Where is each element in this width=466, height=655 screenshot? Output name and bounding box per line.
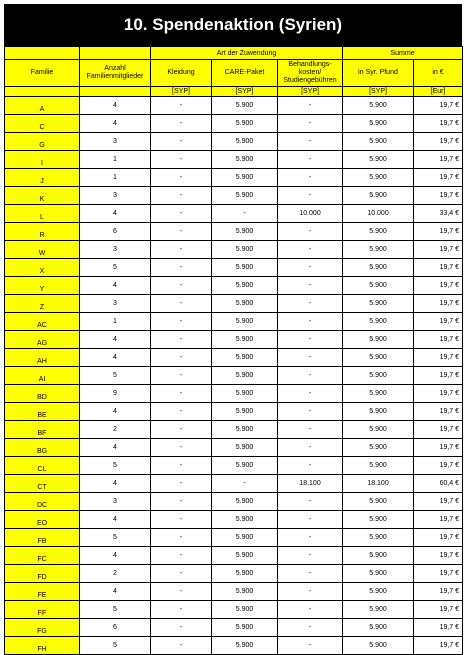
cell-kleidung: -	[151, 565, 212, 583]
cell-euro: 19,7 €	[414, 115, 463, 133]
table-row	[5, 457, 463, 475]
cell-euro: 19,7 €	[414, 169, 463, 187]
cell-kleidung: -	[151, 349, 212, 367]
table-row	[5, 367, 463, 385]
cell-kleidung: -	[151, 187, 212, 205]
cell-anzahl: 5	[80, 457, 151, 475]
cell-pfund: 5.900	[343, 403, 414, 421]
cell-anzahl: 5	[80, 367, 151, 385]
cell-familie: FG	[5, 619, 80, 637]
table-row	[5, 205, 463, 223]
table-row	[5, 619, 463, 637]
cell-behandlung: -	[278, 169, 343, 187]
cell-familie: A	[5, 97, 80, 115]
spreadsheet	[4, 4, 462, 655]
header-anzahl: Anzahl Familienmitglieder	[80, 60, 151, 87]
table-row	[5, 241, 463, 259]
cell-euro: 19,7 €	[414, 259, 463, 277]
cell-familie: CT	[5, 475, 80, 493]
cell-behandlung: -	[278, 331, 343, 349]
unit-euro: [Eur]	[414, 87, 463, 97]
cell-euro: 60,4 €	[414, 475, 463, 493]
cell-anzahl: 3	[80, 493, 151, 511]
cell-euro: 19,7 €	[414, 565, 463, 583]
cell-euro: 19,7 €	[414, 637, 463, 655]
cell-pfund: 5.900	[343, 241, 414, 259]
unit-empty-cell	[5, 87, 80, 97]
cell-kleidung: -	[151, 637, 212, 655]
cell-euro: 19,7 €	[414, 385, 463, 403]
cell-euro: 19,7 €	[414, 457, 463, 475]
cell-behandlung: -	[278, 277, 343, 295]
table-row	[5, 403, 463, 421]
page-title: 10. Spendenaktion (Syrien)	[4, 4, 462, 46]
cell-behandlung: -	[278, 547, 343, 565]
cell-euro: 19,7 €	[414, 529, 463, 547]
cell-familie: FE	[5, 583, 80, 601]
cell-pfund: 5.900	[343, 529, 414, 547]
cell-pfund: 5.900	[343, 349, 414, 367]
table-row	[5, 529, 463, 547]
cell-familie: AC	[5, 313, 80, 331]
cell-behandlung: -	[278, 385, 343, 403]
cell-familie: BD	[5, 385, 80, 403]
cell-pfund: 5.900	[343, 97, 414, 115]
cell-behandlung: -	[278, 367, 343, 385]
cell-euro: 19,7 €	[414, 403, 463, 421]
cell-care: 5.900	[212, 547, 278, 565]
cell-behandlung: -	[278, 313, 343, 331]
cell-care: 5.900	[212, 349, 278, 367]
cell-care: 5.900	[212, 493, 278, 511]
cell-kleidung: -	[151, 547, 212, 565]
cell-behandlung: -	[278, 223, 343, 241]
cell-euro: 19,7 €	[414, 223, 463, 241]
cell-familie: BF	[5, 421, 80, 439]
table-row	[5, 583, 463, 601]
cell-care: -	[212, 205, 278, 223]
cell-euro: 19,7 €	[414, 367, 463, 385]
cell-pfund: 5.900	[343, 313, 414, 331]
cell-pfund: 5.900	[343, 151, 414, 169]
cell-euro: 19,7 €	[414, 97, 463, 115]
cell-kleidung: -	[151, 619, 212, 637]
cell-familie: J	[5, 169, 80, 187]
cell-kleidung: -	[151, 475, 212, 493]
cell-pfund: 5.900	[343, 385, 414, 403]
cell-euro: 19,7 €	[414, 277, 463, 295]
cell-kleidung: -	[151, 295, 212, 313]
table-row	[5, 601, 463, 619]
table-row	[5, 421, 463, 439]
cell-anzahl: 4	[80, 547, 151, 565]
cell-behandlung: -	[278, 115, 343, 133]
cell-pfund: 5.900	[343, 493, 414, 511]
cell-familie: W	[5, 241, 80, 259]
cell-anzahl: 4	[80, 277, 151, 295]
cell-pfund: 5.900	[343, 601, 414, 619]
cell-euro: 19,7 €	[414, 133, 463, 151]
cell-pfund: 5.900	[343, 295, 414, 313]
cell-care: 5.900	[212, 259, 278, 277]
table-row	[5, 637, 463, 655]
cell-care: 5.900	[212, 403, 278, 421]
cell-care: 5.900	[212, 601, 278, 619]
cell-anzahl: 4	[80, 205, 151, 223]
cell-kleidung: -	[151, 601, 212, 619]
cell-familie: FF	[5, 601, 80, 619]
cell-behandlung: -	[278, 97, 343, 115]
cell-behandlung: -	[278, 133, 343, 151]
cell-anzahl: 1	[80, 169, 151, 187]
table-row	[5, 439, 463, 457]
cell-care: 5.900	[212, 637, 278, 655]
cell-familie: FD	[5, 565, 80, 583]
cell-care: 5.900	[212, 367, 278, 385]
cell-behandlung: -	[278, 421, 343, 439]
cell-anzahl: 4	[80, 349, 151, 367]
table-row	[5, 565, 463, 583]
unit-kleidung: [SYP]	[151, 87, 212, 97]
cell-care: 5.900	[212, 223, 278, 241]
header-empty-cell	[80, 47, 151, 60]
table-row	[5, 97, 463, 115]
header-empty-cell	[5, 47, 80, 60]
header-kleidung: Kleidung	[151, 60, 212, 87]
cell-pfund: 5.900	[343, 223, 414, 241]
cell-familie: K	[5, 187, 80, 205]
table-row	[5, 511, 463, 529]
cell-kleidung: -	[151, 115, 212, 133]
cell-pfund: 5.900	[343, 637, 414, 655]
cell-euro: 19,7 €	[414, 349, 463, 367]
cell-familie: EO	[5, 511, 80, 529]
cell-familie: AI	[5, 367, 80, 385]
cell-kleidung: -	[151, 133, 212, 151]
table-row	[5, 115, 463, 133]
cell-anzahl: 4	[80, 331, 151, 349]
table-row	[5, 187, 463, 205]
header-behandlung: Behandlungs-kosten/ Studiengebühren	[278, 60, 343, 87]
table-row	[5, 277, 463, 295]
cell-euro: 19,7 €	[414, 295, 463, 313]
cell-care: 5.900	[212, 133, 278, 151]
cell-kleidung: -	[151, 529, 212, 547]
cell-familie: FB	[5, 529, 80, 547]
cell-euro: 33,4 €	[414, 205, 463, 223]
cell-anzahl: 5	[80, 259, 151, 277]
cell-pfund: 5.900	[343, 439, 414, 457]
cell-care: 5.900	[212, 385, 278, 403]
cell-pfund: 5.900	[343, 457, 414, 475]
header-group-summe: Summe	[343, 47, 463, 60]
cell-anzahl: 5	[80, 601, 151, 619]
table-row	[5, 169, 463, 187]
cell-care: 5.900	[212, 169, 278, 187]
unit-pfund: [SYP]	[343, 87, 414, 97]
cell-familie: CL	[5, 457, 80, 475]
cell-anzahl: 1	[80, 313, 151, 331]
cell-anzahl: 3	[80, 295, 151, 313]
cell-behandlung: -	[278, 457, 343, 475]
cell-euro: 19,7 €	[414, 187, 463, 205]
cell-behandlung: -	[278, 259, 343, 277]
cell-pfund: 5.900	[343, 619, 414, 637]
cell-familie: BG	[5, 439, 80, 457]
cell-care: 5.900	[212, 313, 278, 331]
cell-euro: 19,7 €	[414, 241, 463, 259]
cell-anzahl: 2	[80, 565, 151, 583]
cell-euro: 19,7 €	[414, 547, 463, 565]
cell-behandlung: -	[278, 187, 343, 205]
header-units-row	[5, 87, 463, 97]
cell-anzahl: 4	[80, 475, 151, 493]
header-group-zuwendung: Art der Zuwendung	[151, 47, 343, 60]
cell-kleidung: -	[151, 277, 212, 295]
cell-kleidung: -	[151, 493, 212, 511]
cell-pfund: 5.900	[343, 511, 414, 529]
cell-kleidung: -	[151, 223, 212, 241]
table-row	[5, 259, 463, 277]
cell-care: 5.900	[212, 619, 278, 637]
header-column-row	[5, 60, 463, 87]
cell-care: 5.900	[212, 439, 278, 457]
cell-behandlung: 18.100	[278, 475, 343, 493]
table-row	[5, 295, 463, 313]
cell-anzahl: 4	[80, 115, 151, 133]
cell-pfund: 5.900	[343, 115, 414, 133]
cell-anzahl: 9	[80, 385, 151, 403]
cell-euro: 19,7 €	[414, 583, 463, 601]
cell-kleidung: -	[151, 367, 212, 385]
cell-familie: BE	[5, 403, 80, 421]
cell-behandlung: -	[278, 295, 343, 313]
cell-pfund: 5.900	[343, 547, 414, 565]
cell-care: 5.900	[212, 187, 278, 205]
cell-familie: L	[5, 205, 80, 223]
cell-anzahl: 2	[80, 421, 151, 439]
table-row	[5, 493, 463, 511]
cell-behandlung: -	[278, 439, 343, 457]
cell-behandlung: -	[278, 601, 343, 619]
cell-familie: Z	[5, 295, 80, 313]
cell-kleidung: -	[151, 151, 212, 169]
cell-euro: 19,7 €	[414, 421, 463, 439]
cell-euro: 19,7 €	[414, 331, 463, 349]
cell-familie: AH	[5, 349, 80, 367]
cell-anzahl: 1	[80, 151, 151, 169]
table-row	[5, 331, 463, 349]
cell-familie: DC	[5, 493, 80, 511]
cell-euro: 19,7 €	[414, 151, 463, 169]
cell-care: 5.900	[212, 295, 278, 313]
cell-kleidung: -	[151, 457, 212, 475]
cell-kleidung: -	[151, 205, 212, 223]
cell-care: 5.900	[212, 511, 278, 529]
cell-anzahl: 4	[80, 583, 151, 601]
cell-euro: 19,7 €	[414, 313, 463, 331]
cell-care: 5.900	[212, 97, 278, 115]
cell-behandlung: 10.000	[278, 205, 343, 223]
cell-care: 5.900	[212, 565, 278, 583]
cell-pfund: 5.900	[343, 331, 414, 349]
header-euro: in €	[414, 60, 463, 87]
cell-behandlung: -	[278, 241, 343, 259]
cell-euro: 19,7 €	[414, 439, 463, 457]
cell-behandlung: -	[278, 349, 343, 367]
cell-kleidung: -	[151, 385, 212, 403]
cell-kleidung: -	[151, 241, 212, 259]
cell-familie: FH	[5, 637, 80, 655]
cell-kleidung: -	[151, 421, 212, 439]
cell-behandlung: -	[278, 637, 343, 655]
cell-euro: 19,7 €	[414, 511, 463, 529]
cell-care: 5.900	[212, 529, 278, 547]
cell-pfund: 5.900	[343, 259, 414, 277]
cell-familie: AG	[5, 331, 80, 349]
table-row	[5, 547, 463, 565]
cell-familie: R	[5, 223, 80, 241]
unit-care: [SYP]	[212, 87, 278, 97]
cell-behandlung: -	[278, 403, 343, 421]
cell-pfund: 5.900	[343, 367, 414, 385]
cell-kleidung: -	[151, 259, 212, 277]
cell-behandlung: -	[278, 151, 343, 169]
cell-familie: C	[5, 115, 80, 133]
cell-pfund: 5.900	[343, 583, 414, 601]
cell-anzahl: 5	[80, 637, 151, 655]
cell-kleidung: -	[151, 97, 212, 115]
cell-anzahl: 4	[80, 97, 151, 115]
cell-anzahl: 3	[80, 133, 151, 151]
cell-kleidung: -	[151, 511, 212, 529]
cell-behandlung: -	[278, 619, 343, 637]
cell-care: 5.900	[212, 115, 278, 133]
header-group-row	[5, 47, 463, 60]
cell-care: 5.900	[212, 457, 278, 475]
cell-anzahl: 3	[80, 187, 151, 205]
cell-familie: I	[5, 151, 80, 169]
cell-care: 5.900	[212, 583, 278, 601]
table-row	[5, 151, 463, 169]
table-row	[5, 313, 463, 331]
cell-behandlung: -	[278, 529, 343, 547]
cell-familie: FC	[5, 547, 80, 565]
cell-care: 5.900	[212, 151, 278, 169]
cell-pfund: 5.900	[343, 187, 414, 205]
cell-pfund: 18.100	[343, 475, 414, 493]
cell-pfund: 5.900	[343, 133, 414, 151]
cell-kleidung: -	[151, 583, 212, 601]
cell-kleidung: -	[151, 403, 212, 421]
cell-familie: G	[5, 133, 80, 151]
cell-anzahl: 6	[80, 619, 151, 637]
cell-behandlung: -	[278, 565, 343, 583]
cell-behandlung: -	[278, 583, 343, 601]
cell-pfund: 5.900	[343, 277, 414, 295]
cell-behandlung: -	[278, 493, 343, 511]
cell-kleidung: -	[151, 439, 212, 457]
cell-kleidung: -	[151, 169, 212, 187]
cell-anzahl: 6	[80, 223, 151, 241]
header-care: CARE-Paket	[212, 60, 278, 87]
cell-pfund: 5.900	[343, 565, 414, 583]
cell-euro: 19,7 €	[414, 601, 463, 619]
table-row	[5, 133, 463, 151]
header-pfund: in Syr. Pfund	[343, 60, 414, 87]
cell-behandlung: -	[278, 511, 343, 529]
cell-care: 5.900	[212, 421, 278, 439]
table-row	[5, 223, 463, 241]
unit-empty-cell	[80, 87, 151, 97]
cell-anzahl: 4	[80, 511, 151, 529]
cell-care: 5.900	[212, 277, 278, 295]
table-row	[5, 385, 463, 403]
cell-euro: 19,7 €	[414, 619, 463, 637]
cell-anzahl: 5	[80, 529, 151, 547]
cell-anzahl: 4	[80, 439, 151, 457]
cell-kleidung: -	[151, 331, 212, 349]
cell-care: 5.900	[212, 331, 278, 349]
cell-pfund: 5.900	[343, 421, 414, 439]
header-familie: Familie	[5, 60, 80, 87]
cell-euro: 19,7 €	[414, 493, 463, 511]
cell-anzahl: 4	[80, 403, 151, 421]
donation-table	[4, 46, 463, 655]
cell-anzahl: 3	[80, 241, 151, 259]
cell-familie: Y	[5, 277, 80, 295]
table-row	[5, 349, 463, 367]
unit-behandlung: [SYP]	[278, 87, 343, 97]
table-row	[5, 475, 463, 493]
cell-pfund: 5.900	[343, 169, 414, 187]
cell-pfund: 10.000	[343, 205, 414, 223]
cell-care: -	[212, 475, 278, 493]
cell-kleidung: -	[151, 313, 212, 331]
cell-care: 5.900	[212, 241, 278, 259]
cell-familie: X	[5, 259, 80, 277]
